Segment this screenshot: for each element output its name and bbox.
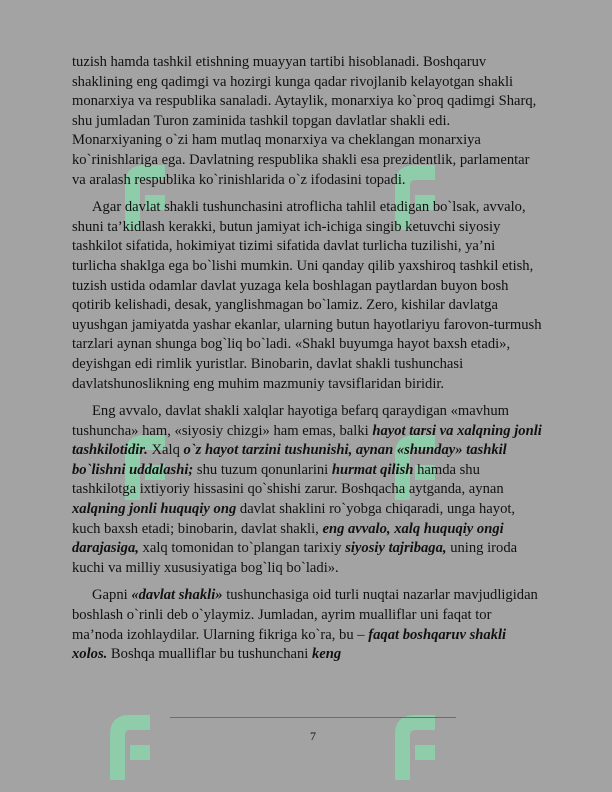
- text-run: Boshqa mualliflar bu tushunchani: [107, 646, 312, 663]
- text-run: Xalq: [147, 442, 184, 459]
- text-run: hamda shu tashkilotga ixtiyoriy hissasini qo`shishi zarur. Boshqacha aytganda, aynan: [72, 461, 504, 498]
- text-run: tuzish hamda tashkil etishning muayyan tartibi hisoblanadi. Boshqaruv shaklining eng qadimgi va hozirgi kunga qadar rivojlanib kelayotgan shakli monarxiya va respublika sanaladi. Aytaylik, monarxiya ko`proq qadimgi Sharq, shu jumladan Turon zaminida tashkil topgan davlatlar shakli edi. Monarxiyaning o`zi ham mutlaq monarxiya va cheklangan monarxiya ko`rinishlariga ega. Davlatning respublika shakli esa prezidentlik, parlamentar va aralash respublika ko`rinishlarida o`z ifodasini topadi.: [72, 54, 537, 188]
- paragraph: [72, 53, 542, 190]
- emphasis-text: «davlat shakli»: [131, 587, 223, 604]
- emphasis-text: hurmat qilish: [331, 461, 414, 478]
- text-run: uning iroda kuchi va milliy xususiyatiga bog`liq bo`ladi».: [72, 540, 518, 576]
- emphasis-text: xalqning jonli huquqiy ong: [72, 501, 237, 518]
- footer-divider: [170, 717, 456, 718]
- body-text: [72, 53, 542, 673]
- text-run: Agar davlat shakli tushunchasini atroflicha tahlil etadigan bo`lsak, avvalo, shuni ta’kidlash kerakki, butun jamiyat ich-ichiga singib ketuvchi siyosiy tashkilot sifatida, hokimiyat tizimi sifatida davlat turlicha tuzilishi, ya’ni turlicha shaklga ega bo`lishi mumkin. Uni qanday qilib yaxshiroq tashkil etish, tuzish ustida odamlar davlat yuzaga kela boshlagan paytlardan buyon bosh qotirib kelishadi, desak, yanglishmagan bo`lamiz. Zero, kishilar davlatga uyushgan jamiyatda yashar ekanlar, ularning butun hayotlariyu farovon-turmush tarzlari aynan shunga bog`liq bo`ladi. «Shakl buyumga hayot baxsh etadi», deyishgan edi rimlik yuristlar. Binobarin, davlat shakli tushunchasi davlatshunoslikning eng muhim mazmuniy tavsiflaridan biridir.: [72, 199, 542, 392]
- text-run: Gapni: [92, 587, 132, 604]
- text-run: xalq tomonidan to`plangan tarixiy: [138, 540, 346, 557]
- paragraph: [72, 586, 542, 664]
- emphasis-text: faqat boshqaruv shakli xolos.: [72, 626, 507, 663]
- emphasis-text: eng avvalo, xalq huquqiy ongi darajasiga,: [72, 520, 504, 557]
- emphasis-text: hayot tarsi va xalqning jonli tashkilotidir.: [72, 422, 542, 459]
- emphasis-text: siyosiy tajribaga,: [345, 540, 447, 557]
- emphasis-text: o`z hayot tarzini tushunishi, aynan «shunday» tashkil bo`lishni uddalashi;: [72, 442, 507, 478]
- emphasis-text: keng: [311, 646, 342, 663]
- text-run: shu tuzum qonunlarini: [193, 461, 332, 478]
- paragraph: [72, 402, 542, 578]
- text-run: Eng avvalo, davlat shakli xalqlar hayotiga befarq qaraydigan «mavhum tushuncha» ham, «siyosiy chizgi» ham emas, balki: [72, 403, 509, 439]
- text-run: tushunchasiga oid turli nuqtai nazarlar mavjudligidan boshlash o`rinli deb o`ylaymiz. Jumladan, ayrim mualliflar uni faqat tor ma’noda izohlaydilar. Ularning fikriga ko`ra, bu –: [72, 587, 538, 643]
- text-run: davlat shaklini ro`yobga chiqaradi, unga hayot, kuch baxsh etadi; binobarin, davlat shakli,: [72, 501, 516, 537]
- page-number: 7: [310, 729, 316, 743]
- paragraph: [72, 198, 542, 394]
